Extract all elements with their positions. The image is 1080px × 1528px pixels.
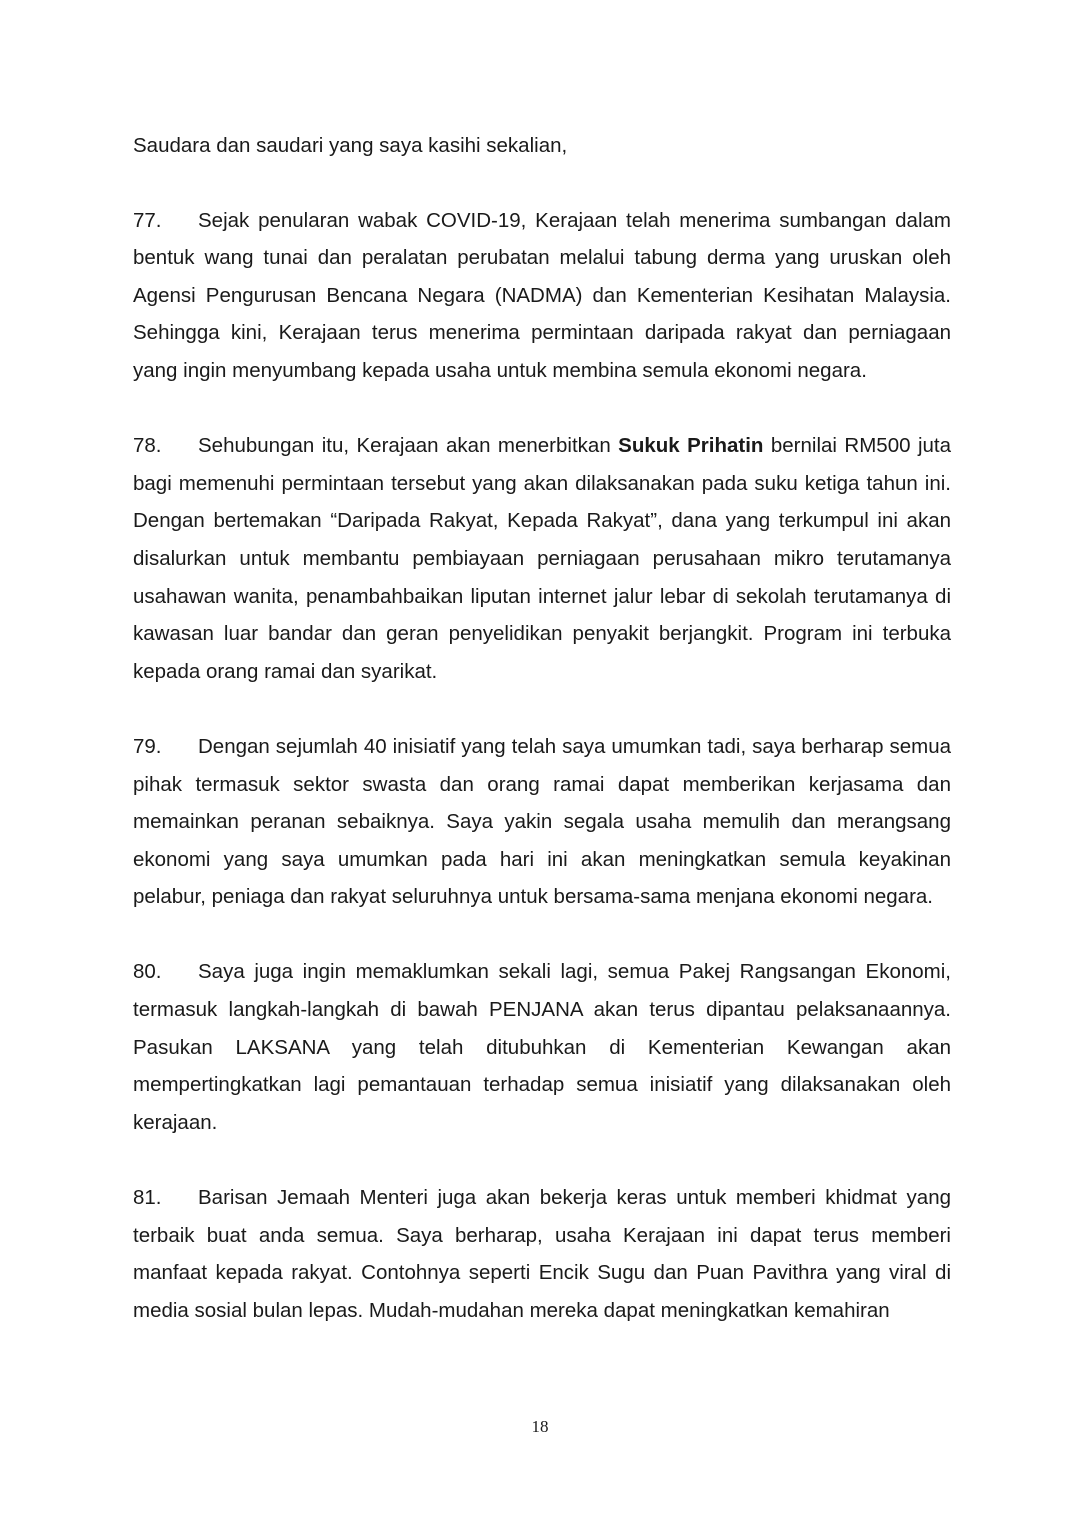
paragraph-text: Barisan Jemaah Menteri juga akan bekerja keras untuk memberi khidmat yang terbaik buat anda semua. Saya berharap, usaha Kerajaan ini dapat terus memberi manfaat kepada rakyat. Contohnya seperti Encik Sugu dan Puan Pavithra yang viral di media sosial bulan lepas. Mudah-mudahan mereka dapat meningkatkan kemahiran: [133, 1186, 951, 1322]
paragraph-text: Saya juga ingin memaklumkan sekali lagi, semua Pakej Rangsangan Ekonomi, termasuk langkah-langkah di bawah PENJANA akan terus dipantau pelaksanaannya. Pasukan LAKSANA yang telah ditubuhkan di Kementerian Kewangan akan mempertingkatkan lagi pemantauan terhadap semua inisiatif yang dilaksanakan oleh kerajaan.: [133, 960, 951, 1134]
paragraph-77: [133, 202, 951, 390]
paragraph-number: 80.: [133, 960, 162, 984]
bold-term-sukuk-prihatin: Sukuk Prihatin: [618, 434, 764, 458]
paragraph-text-before: Sehubungan itu, Kerajaan akan menerbitkan: [198, 434, 619, 458]
paragraph-text: Dengan sejumlah 40 inisiatif yang telah saya umumkan tadi, saya berharap semua pihak termasuk sektor swasta dan orang ramai dapat memberikan kerjasama dan memainkan peranan sebaiknya. Saya yakin segala usaha memulih dan merangsang ekonomi yang saya umumkan pada hari ini akan meningkatkan semula keyakinan pelabur, peniaga dan rakyat seluruhnya untuk bersama-sama menjana ekonomi negara.: [133, 734, 951, 909]
greeting-line: Saudara dan saudari yang saya kasihi sekalian,: [133, 134, 568, 157]
paragraph-number: 78.: [133, 434, 162, 458]
document-body: [133, 127, 951, 1367]
paragraph-text: Sejak penularan wabak COVID-19, Kerajaan telah menerima sumbangan dalam bentuk wang tunai dan peralatan perubatan melalui tabung derma yang uruskan oleh Agensi Pengurusan Bencana Negara (NADMA) dan Kementerian Kesihatan Malaysia. Sehingga kini, Kerajaan terus menerima permintaan daripada rakyat dan perniagaan yang ingin menyumbang kepada usaha untuk membina semula ekonomi negara.: [133, 208, 951, 382]
paragraph-number: 79.: [133, 734, 162, 758]
paragraph-text-after: bernilai RM500 juta bagi memenuhi permintaan tersebut yang akan dilaksanakan pada suku ketiga tahun ini. Dengan bertemakan “Daripada Rakyat, Kepada Rakyat”, dana yang terkumpul ini akan disalurkan untuk membantu pembiayaan perniagaan perusahaan mikro terutamanya usahawan wanita, penambahbaikan liputan internet jalur lebar di sekolah terutamanya di kawasan luar bandar dan geran penyelidikan penyakit berjangkit. Program ini terbuka kepada orang ramai dan syarikat.: [133, 434, 951, 683]
paragraph-81: [133, 1179, 951, 1329]
paragraph-number: 77.: [133, 208, 162, 232]
page-number: 18: [531, 1417, 549, 1436]
paragraph-number: 81.: [133, 1186, 162, 1210]
paragraph-78: [133, 427, 951, 690]
paragraph-79: [133, 728, 951, 916]
paragraph-80: [133, 953, 951, 1141]
